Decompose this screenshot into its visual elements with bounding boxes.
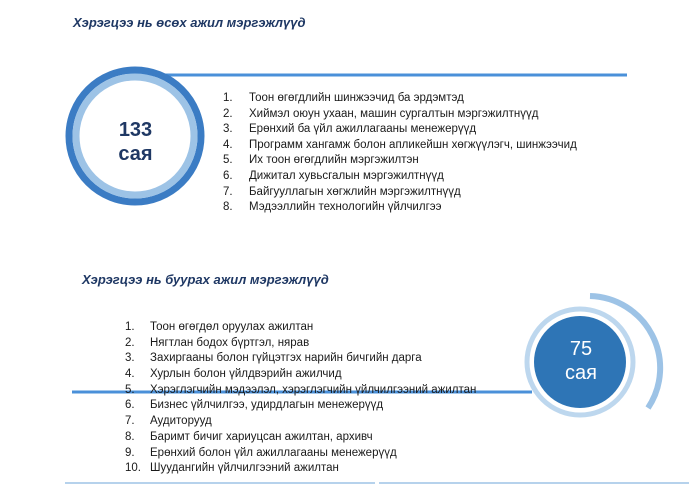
list-item: [125, 398, 476, 414]
list-item: [223, 122, 577, 138]
list-item: [125, 461, 476, 477]
list-item-number: 8.: [223, 201, 233, 214]
list-item: [125, 367, 476, 383]
growing-jobs-list: [223, 91, 577, 216]
growing-count-unit: сая: [118, 142, 153, 165]
list-item-text: Нягтлан бодох бүртгэл, нярав: [150, 336, 310, 349]
list-item: [125, 336, 476, 352]
list-item-text: Хиймэл оюун ухаан, машин сургалтын мэргэжилтнүүд: [249, 107, 539, 120]
list-item: [125, 446, 476, 462]
list-item-text: Ерөнхий болон үйл ажиллагааны менежерүүд: [150, 446, 397, 459]
list-item: [125, 383, 476, 399]
list-item-text: Хэрэглэгчийн мэдээлэл, хэрэглэгчийн үйлчилгээний ажилтан: [150, 383, 477, 396]
list-item-number: 4.: [223, 138, 233, 151]
list-item-number: 7.: [223, 185, 233, 198]
list-item: [223, 153, 577, 169]
list-item: [125, 414, 476, 430]
list-item-text: Баримт бичиг хариуцсан ажилтан, архивч: [150, 430, 373, 443]
declining-jobs-heading: Хэрэгцээ нь буурах ажил мэргэжлүүд: [82, 272, 329, 287]
list-item-number: 8.: [125, 430, 135, 443]
list-item-number: 6.: [125, 399, 135, 412]
list-item-text: Ерөнхий ба үйл ажиллагааны менежерүүд: [249, 123, 477, 136]
list-item-text: Мэдээллийн технологийн үйлчилгээ: [249, 201, 442, 214]
list-item-number: 2.: [223, 107, 233, 120]
list-item-text: Тоон өгөгдөл оруулах ажилтан: [150, 321, 314, 333]
list-item-text: Дижитал хувьсгалын мэргэжилтнүүд: [249, 169, 444, 182]
list-item-number: 2.: [125, 336, 135, 349]
list-item: [125, 351, 476, 367]
list-item-text: Бизнес үйлчилгээ, удирдлагын менежерүүд: [150, 399, 384, 412]
list-item: [223, 107, 577, 123]
list-item-text: Захиргааны болон гүйцэтгэх нарийн бичгийн дарга: [150, 352, 422, 365]
list-item-number: 6.: [223, 169, 233, 182]
list-item: [223, 185, 577, 201]
list-item-number: 9.: [125, 446, 135, 459]
list-item: [125, 430, 476, 446]
growing-count-badge: [88, 119, 183, 166]
list-item-number: 5.: [223, 154, 233, 167]
declining-count-unit: сая: [565, 361, 597, 384]
list-item-number: 1.: [223, 92, 233, 104]
list-item-text: Тоон өгөгдлийн шинжээчид ба эрдэмтэд: [249, 92, 464, 104]
list-item-text: Аудиторууд: [150, 415, 212, 428]
list-item-text: Байгууллагын хөгжлийн мэргэжилтнүүд: [249, 185, 461, 198]
declining-jobs-list: [125, 320, 476, 477]
list-item-number: 4.: [125, 368, 135, 381]
list-item-text: Программ хангамж болон апликейшн хөгжүүлэгч, шинжээчид: [249, 138, 577, 151]
list-item-number: 7.: [125, 415, 135, 428]
list-item: [223, 169, 577, 185]
list-item-text: Их тоон өгөгдлийн мэргэжилтэн: [249, 154, 419, 167]
list-item: [223, 138, 577, 154]
list-item: [223, 91, 577, 107]
list-item: [125, 320, 476, 336]
list-item: [223, 200, 577, 216]
declining-count-value: 75: [569, 338, 593, 360]
list-item-number: 3.: [223, 123, 233, 136]
list-item-number: 1.: [125, 321, 135, 333]
growing-count-value: 133: [118, 119, 153, 141]
list-item-text: Шуудангийн үйлчилгээний ажилтан: [150, 462, 339, 475]
list-item-text: Хурлын болон үйлдвэрийн ажилчид: [150, 368, 342, 381]
list-item-number: 3.: [125, 352, 135, 365]
growing-jobs-heading: Хэрэгцээ нь өсөх ажил мэргэжлүүд: [73, 15, 306, 30]
declining-count-badge: [536, 338, 626, 385]
list-item-number: 5.: [125, 383, 135, 396]
list-item-number: 10.: [125, 462, 141, 475]
